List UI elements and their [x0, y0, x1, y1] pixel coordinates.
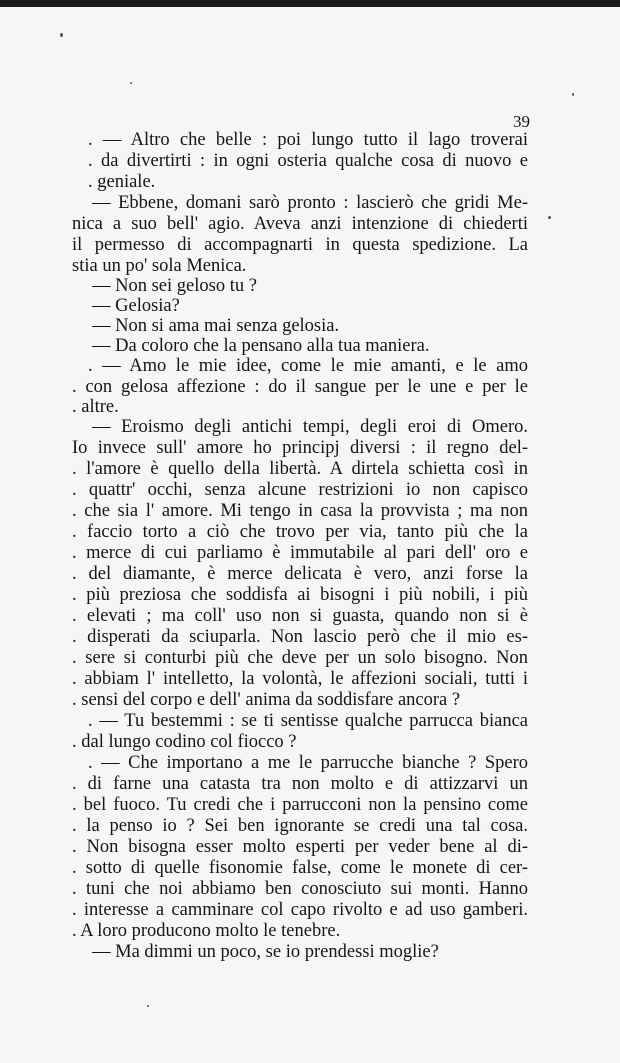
text-line: . quattr' occhi, senza alcune restrizioni io non capisco — [72, 480, 528, 500]
paper-speck — [60, 33, 63, 37]
text-line: . l'amore è quello della libertà. A dirtela schietta così in — [72, 459, 528, 479]
page-number: 39 — [513, 112, 530, 131]
text-line: . sere si conturbi più che deve per un solo bisogno. Non — [72, 648, 528, 668]
text-line: . Non bisogna esser molto esperti per veder bene al di- — [72, 837, 528, 857]
text-line: . — Che importano a me le parrucche bianche ? Spero — [88, 753, 528, 773]
text-line: . faccio torto a ciò che trovo per via, tanto più che la — [72, 522, 528, 542]
text-line: . merce di cui parliamo è immutabile al pari dell' oro e — [72, 543, 528, 563]
text-line: . del diamante, è merce delicata è vero, anzi forse la — [72, 564, 528, 584]
text-line: — Da coloro che la pensano alla tua maniera. — [92, 336, 430, 356]
page-top-edge — [0, 0, 620, 7]
text-line: . più preziosa che soddisfa ai bisogni i più nobili, i più — [72, 585, 528, 605]
text-line: . di farne una catasta tra non molto e di attizzarvi un — [72, 774, 528, 794]
text-line: . interesse a camminare col capo rivolto e ad uso gamberi. — [72, 900, 528, 920]
text-line: . che sia l' amore. Mi tengo in casa la provvista ; ma non — [72, 501, 528, 521]
text-line: — Non si ama mai senza gelosia. — [92, 316, 340, 336]
text-line: — Eroismo degli antichi tempi, degli eroi di Omero. — [92, 417, 528, 437]
text-line: . disperati da sciuparla. Non lascio però che il mio es- — [72, 627, 528, 647]
text-line: . con gelosa affezione : do il sangue per le une e per le — [72, 377, 528, 397]
text-line: . dal lungo codino col fiocco ? — [72, 732, 297, 752]
paper-speck — [548, 216, 551, 219]
text-line: — Gelosia? — [92, 296, 180, 316]
text-line: — Ebbene, domani sarò pronto : lascierò che gridi Me- — [92, 193, 528, 213]
text-line: . geniale. — [88, 172, 156, 192]
text-line: . tuni che noi abbiamo ben conosciuto sui monti. Hanno — [72, 879, 528, 899]
text-line: . sensi del corpo e dell' anima da soddisfare ancora ? — [72, 690, 461, 710]
paper-speck — [572, 93, 574, 96]
text-line: nica a suo bell' agio. Aveva anzi intenzione di chiederti — [72, 214, 528, 234]
text-line: — Non sei geloso tu ? — [92, 276, 257, 296]
text-line: . — Amo le mie idee, come le mie amanti, e le amo — [88, 356, 528, 376]
text-line: il permesso di accompagnarti in questa spedizione. La — [72, 235, 528, 255]
text-line: stia un po' sola Menica. — [72, 256, 247, 276]
text-line: — Ma dimmi un poco, se io prendessi moglie? — [92, 942, 439, 962]
text-line: . abbiam l' intelletto, la volontà, le affezioni sociali, tutti i — [72, 669, 528, 689]
text-line: . la penso io ? Sei ben ignorante se credi una tal cosa. — [72, 816, 528, 836]
text-line: . bel fuoco. Tu credi che i parrucconi non la pensino come — [72, 795, 528, 815]
text-line: Io invece sull' amore ho principj diversi : il regno del- — [72, 438, 528, 458]
text-line: . da divertirti : in ogni osteria qualche cosa di nuovo e — [88, 151, 528, 171]
text-line: . sotto di quelle fisonomie false, come le monete di cer- — [72, 858, 528, 878]
text-line: . elevati ; ma coll' uso non si guasta, quando non si è — [72, 606, 528, 626]
paper-speck — [147, 1005, 149, 1007]
text-line: . A loro producono molto le tenebre. — [72, 921, 341, 941]
text-line: . — Altro che belle : poi lungo tutto il lago troverai — [88, 130, 528, 150]
text-line: . altre. — [72, 397, 119, 417]
paper-speck — [130, 82, 132, 84]
text-line: . — Tu bestemmi : se ti sentisse qualche parrucca bianca — [88, 711, 528, 731]
